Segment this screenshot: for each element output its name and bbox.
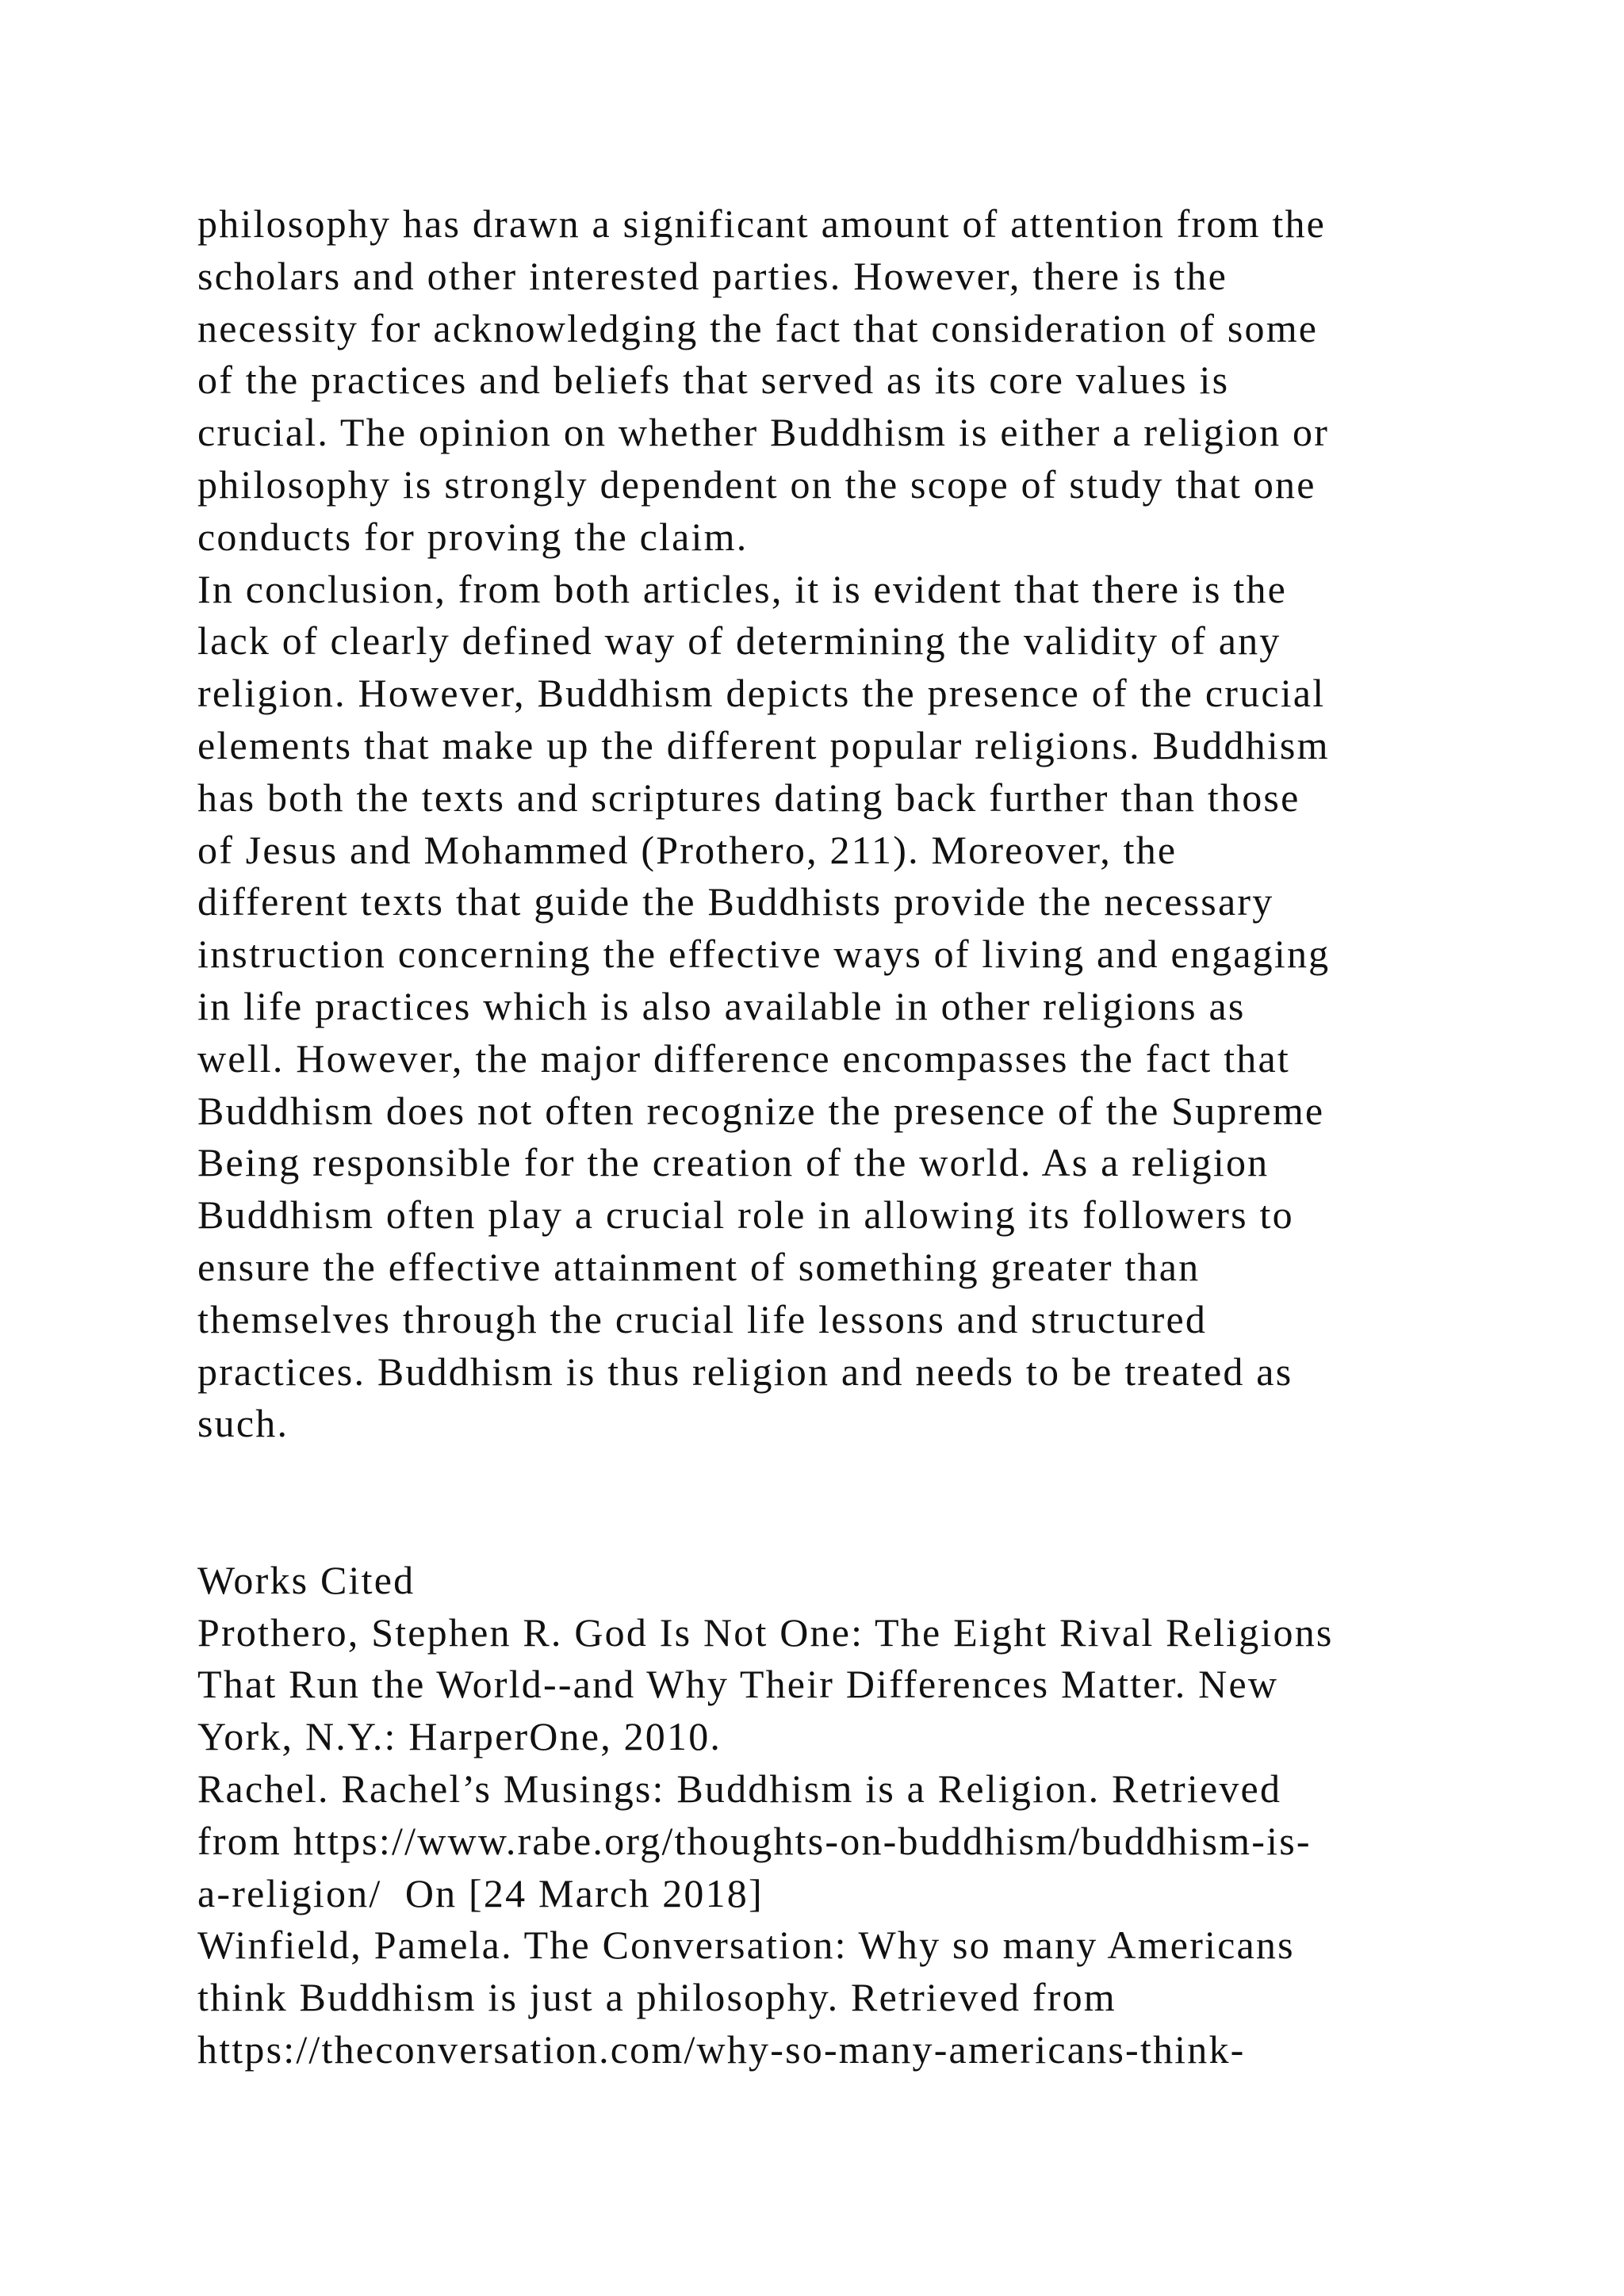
text-line: philosophy has drawn a significant amount of attention from the [197,201,1327,246]
text-line: instruction concerning the effective ways of living and engaging [197,932,1331,977]
text-line: practices. Buddhism is thus religion and needs to be treated as [197,1349,1293,1394]
citation-line: from https://www.rabe.org/thoughts-on-buddhism/buddhism-is- [197,1818,1312,1863]
text-line: Buddhism does not often recognize the presence of the Supreme [197,1088,1325,1133]
text-line: of Jesus and Mohammed (Prothero, 211). Moreover, the [197,827,1178,872]
citation-entry [197,1763,1561,1919]
text-line: philosophy is strongly dependent on the scope of study that one [197,461,1316,507]
citation-line: Winfield, Pamela. The Conversation: Why so many Americans [197,1923,1295,1968]
text-line: scholars and other interested parties. However, there is the [197,253,1228,298]
blank-line [197,1450,1561,1502]
text-line: in life practices which is also available in other religions as [197,983,1246,1028]
document-body [197,198,1561,2076]
body-paragraph [197,198,1561,564]
citation-line: https://theconversation.com/why-so-many-americans-think- [197,2026,1246,2072]
citation-line: a-religion/ On [24 March 2018] [197,1870,764,1915]
text-line: of the practices and beliefs that served as its core values is [197,358,1230,403]
citation-entry [197,1919,1561,2076]
text-line: In conclusion, from both articles, it is evident that there is the [197,566,1288,611]
citation-line: think Buddhism is just a philosophy. Retrieved from [197,1975,1116,2020]
citation-line: York, N.Y.: HarperOne, 2010. [197,1714,722,1759]
text-line: necessity for acknowledging the fact that consideration of some [197,305,1319,350]
text-line: themselves through the crucial life lessons and structured [197,1296,1208,1341]
text-line: lack of clearly defined way of determining the validity of any [197,618,1281,664]
text-line: religion. However, Buddhism depicts the presence of the crucial [197,671,1326,716]
text-line: different texts that guide the Buddhists provide the necessary [197,879,1274,924]
works-cited-heading: Works Cited [197,1557,416,1602]
text-line: elements that make up the different popular religions. Buddhism [197,722,1330,767]
citation-line: That Run the World--and Why Their Differences Matter. New [197,1662,1279,1707]
citation-line: Rachel. Rachel’s Musings: Buddhism is a Religion. Retrieved [197,1766,1282,1811]
text-line: well. However, the major difference encompasses the fact that [197,1035,1290,1081]
works-cited-section [197,1555,1561,2076]
citation-entry [197,1607,1561,1763]
text-line: crucial. The opinion on whether Buddhism is either a religion or [197,410,1330,455]
text-line: such. [197,1401,289,1446]
text-line: Being responsible for the creation of the world. As a religion [197,1140,1270,1185]
conclusion-paragraph [197,564,1561,1451]
text-line: conducts for proving the claim. [197,514,749,559]
text-line: ensure the effective attainment of something greater than [197,1244,1201,1289]
citation-line: Prothero, Stephen R. God Is Not One: The Eight Rival Religions [197,1609,1334,1655]
text-line: Buddhism often play a crucial role in allowing its followers to [197,1192,1294,1238]
blank-line [197,1502,1561,1555]
text-line: has both the texts and scriptures dating back further than those [197,775,1300,820]
